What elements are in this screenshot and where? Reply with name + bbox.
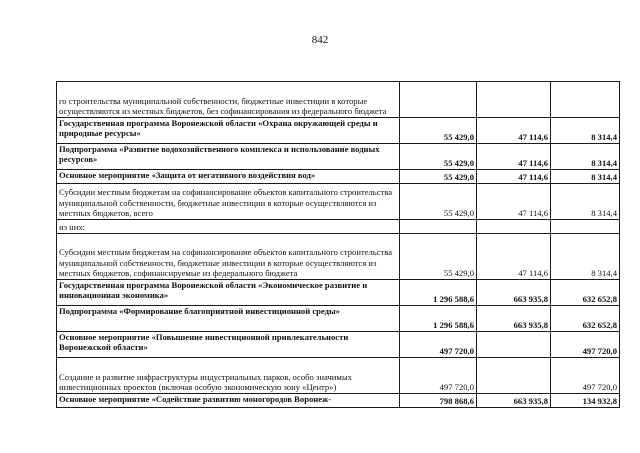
table-row <box>57 280 620 306</box>
regional-amount-cell: 497 720,0 <box>551 358 620 394</box>
row-name-text: го строительства муниципальной собственности, бюджетные инвестиции в которые осуществляются из местных бюджетов, без софинансирования из федерального бюджета <box>59 95 387 116</box>
regional-amount-cell: 8 314,4 <box>551 144 620 170</box>
table-row <box>57 170 620 184</box>
federal-amount-cell: 663 935,8 <box>477 306 551 332</box>
total-amount-cell <box>400 220 477 234</box>
federal-amount-cell: 47 114,6 <box>477 118 551 144</box>
total-amount-cell: 1 296 588,6 <box>400 280 477 306</box>
row-name-text: Основное мероприятие «Защита от негативного воздействия вод» <box>59 170 316 180</box>
table-row <box>57 118 620 144</box>
federal-amount-cell <box>477 82 551 118</box>
row-name-cell <box>57 234 400 280</box>
budget-table-body <box>57 82 620 408</box>
row-name-cell <box>57 118 400 144</box>
row-name-text: Субсидии местным бюджетам на софинансирование объектов капитального строительства муниципальной собственности, бюджетные инвестиции в которые осуществляются из местных бюджетов, софинансируемые из федерального бюджета <box>59 247 393 278</box>
row-name-text: Государственная программа Воронежской области «Охрана окружающей среды и природные ресурсы» <box>59 118 378 139</box>
regional-amount-cell: 8 314,4 <box>551 118 620 144</box>
total-amount-cell: 798 868,6 <box>400 394 477 408</box>
total-amount-cell: 55 429,0 <box>400 170 477 184</box>
federal-amount-cell: 663 935,8 <box>477 394 551 408</box>
federal-amount-cell <box>477 220 551 234</box>
federal-amount-cell <box>477 358 551 394</box>
regional-amount-cell: 134 932,8 <box>551 394 620 408</box>
regional-amount-cell: 497 720,0 <box>551 332 620 358</box>
total-amount-cell: 55 429,0 <box>400 234 477 280</box>
regional-amount-cell: 632 652,8 <box>551 306 620 332</box>
total-amount-cell: 1 296 588,6 <box>400 306 477 332</box>
row-name-text: Подпрограмма «Формирование благоприятной инвестиционной среды» <box>59 306 340 316</box>
federal-amount-cell: 47 114,6 <box>477 170 551 184</box>
federal-amount-cell <box>477 332 551 358</box>
total-amount-cell: 497 720,0 <box>400 358 477 394</box>
total-amount-cell: 55 429,0 <box>400 184 477 220</box>
row-name-cell <box>57 184 400 220</box>
row-name-text: Основное мероприятие «Содействие развитию моногородов Воронеж- <box>59 394 332 404</box>
row-name-cell <box>57 394 400 408</box>
table-row <box>57 358 620 394</box>
budget-table <box>56 81 620 408</box>
federal-amount-cell: 47 114,6 <box>477 234 551 280</box>
regional-amount-cell: 8 314,4 <box>551 234 620 280</box>
row-name-text: Государственная программа Воронежской области «Экономическое развитие и инновационная экономика» <box>59 280 368 301</box>
table-row <box>57 82 620 118</box>
row-name-cell <box>57 306 400 332</box>
table-row <box>57 306 620 332</box>
row-name-cell <box>57 220 400 234</box>
row-name-text: Создание и развитие инфраструктуры индустриальных парков, особо значимых инвестиционных проектов (включая особую экономическую зону «Центр») <box>59 371 352 392</box>
total-amount-cell: 497 720,0 <box>400 332 477 358</box>
table-row <box>57 144 620 170</box>
row-name-cell <box>57 332 400 358</box>
table-row <box>57 184 620 220</box>
row-name-text: Основное мероприятие «Повышение инвестиционной привлекательности Воронежской области» <box>59 332 349 353</box>
table-row <box>57 220 620 234</box>
table-row <box>57 332 620 358</box>
regional-amount-cell <box>551 82 620 118</box>
row-name-cell <box>57 280 400 306</box>
federal-amount-cell: 47 114,6 <box>477 184 551 220</box>
table-row <box>57 394 620 408</box>
regional-amount-cell: 8 314,4 <box>551 184 620 220</box>
row-name-cell <box>57 170 400 184</box>
regional-amount-cell: 632 652,8 <box>551 280 620 306</box>
row-name-text: Подпрограмма «Развитие водохозяйственного комплекса и использование водных ресурсов» <box>59 144 380 165</box>
row-name-cell <box>57 358 400 394</box>
federal-amount-cell: 663 935,8 <box>477 280 551 306</box>
total-amount-cell <box>400 82 477 118</box>
regional-amount-cell <box>551 220 620 234</box>
row-name-text: Субсидии местным бюджетам на софинансирование объектов капитального строительства муниципальной собственности, бюджетные инвестиции в которые осуществляются из местных бюджетов, всего <box>59 187 393 218</box>
row-name-cell <box>57 82 400 118</box>
total-amount-cell: 55 429,0 <box>400 118 477 144</box>
federal-amount-cell: 47 114,6 <box>477 144 551 170</box>
page-number: 842 <box>311 34 329 46</box>
row-name-cell <box>57 144 400 170</box>
table-row <box>57 234 620 280</box>
row-name-text: из них: <box>59 221 86 232</box>
regional-amount-cell: 8 314,4 <box>551 170 620 184</box>
total-amount-cell: 55 429,0 <box>400 144 477 170</box>
